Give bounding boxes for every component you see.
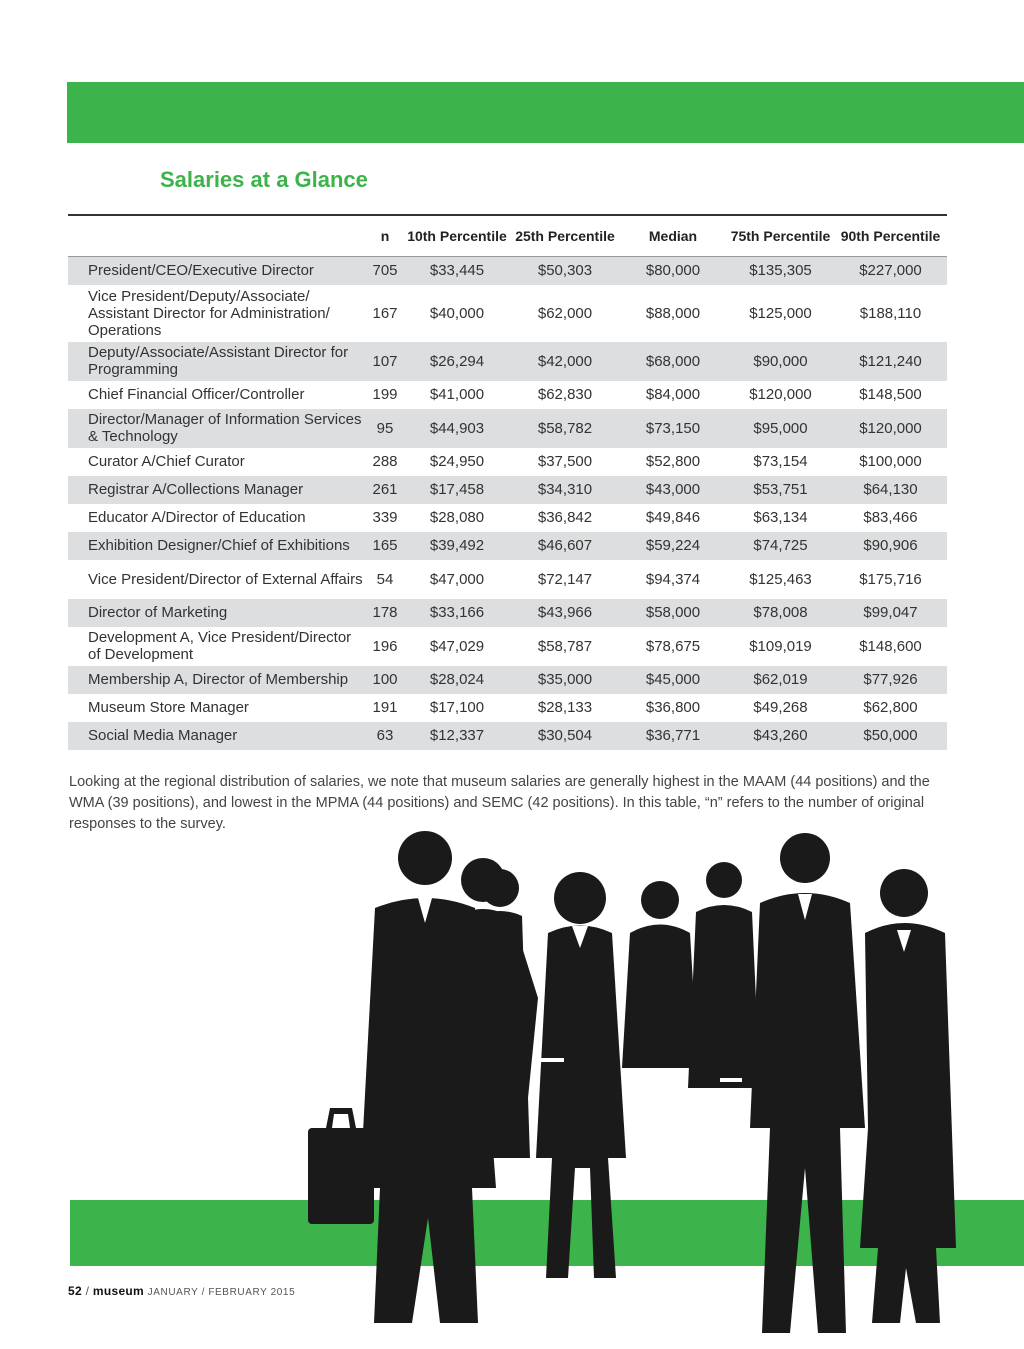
- cell-p10: $24,950: [429, 453, 485, 470]
- cell-n: 261: [372, 481, 398, 498]
- cell-role: President/CEO/Executive Director: [88, 262, 314, 280]
- cell-p75: $73,154: [753, 453, 808, 470]
- cell-median: $73,150: [645, 419, 701, 437]
- cell-p10: $12,337: [429, 727, 485, 744]
- cell-p90: $64,130: [863, 481, 918, 498]
- cell-p90: $50,000: [863, 727, 918, 744]
- cell-p75: $74,725: [753, 537, 808, 554]
- cell-median: $78,675: [645, 637, 701, 655]
- cell-median: $59,224: [645, 537, 701, 554]
- cell-p75: $95,000: [753, 419, 808, 437]
- table-row: [68, 560, 947, 599]
- cell-role: Membership A, Director of Membership: [88, 671, 349, 688]
- cell-role: Registrar A/Collections Manager: [88, 481, 304, 498]
- cell-n: 288: [372, 453, 398, 470]
- cell-p10: $28,080: [429, 509, 485, 526]
- issue-date: JANUARY / FEBRUARY 2015: [147, 1287, 296, 1298]
- cell-p75: $135,305: [749, 262, 812, 280]
- cell-p90: $100,000: [859, 453, 922, 470]
- cell-p10: $40,000: [429, 304, 485, 322]
- cell-p90: $175,716: [859, 570, 922, 588]
- cell-p90: $121,240: [859, 352, 922, 370]
- cell-p75: $43,260: [753, 727, 808, 744]
- cell-p90: $148,600: [859, 637, 922, 655]
- cell-p25: $72,147: [537, 570, 593, 588]
- cell-p75: $53,751: [753, 481, 808, 498]
- cell-p25: $58,787: [537, 637, 593, 655]
- cell-n: 107: [372, 352, 398, 370]
- cell-p25: $62,830: [537, 386, 593, 403]
- cell-p10: $26,294: [429, 352, 485, 370]
- cell-p10: $44,903: [429, 419, 485, 437]
- cell-p90: $227,000: [859, 262, 922, 280]
- cell-n: 95: [376, 419, 394, 437]
- cell-n: 63: [376, 727, 394, 744]
- cell-p10: $17,100: [429, 699, 485, 716]
- table-row: [68, 666, 947, 694]
- cell-role: Exhibition Designer/Chief of Exhibitions: [88, 537, 350, 554]
- cell-median: $45,000: [645, 671, 701, 688]
- cell-n: 100: [372, 671, 398, 688]
- cell-n: 178: [372, 604, 398, 621]
- header-p90: 90th Percentile: [840, 227, 941, 244]
- cell-p10: $41,000: [429, 386, 485, 403]
- table-row: [68, 627, 947, 666]
- header-p10: 10th Percentile: [407, 227, 507, 244]
- cell-role: Educator A/Director of Education: [88, 509, 306, 526]
- cell-p25: $50,303: [537, 262, 593, 280]
- page-footer: [68, 1284, 295, 1298]
- salary-table: [68, 214, 947, 750]
- table-row: [68, 504, 947, 532]
- cell-p25: $42,000: [537, 352, 593, 370]
- cell-p25: $34,310: [537, 481, 593, 498]
- page-number: 52: [68, 1284, 82, 1298]
- cell-p90: $188,110: [859, 304, 922, 322]
- cell-median: $84,000: [645, 386, 701, 403]
- cell-p10: $33,445: [429, 262, 485, 280]
- cell-p10: $17,458: [429, 481, 485, 498]
- table-row: [68, 532, 947, 560]
- cell-role: Museum Store Manager: [88, 699, 249, 716]
- cell-role: Curator A/Chief Curator: [88, 453, 245, 470]
- cell-n: 196: [372, 637, 398, 655]
- cell-role: Development A, Vice President/Director of Development: [88, 629, 352, 663]
- table-row: [68, 342, 947, 381]
- cell-p25: $36,842: [537, 509, 593, 526]
- cell-p90: $62,800: [863, 699, 918, 716]
- top-green-band: [67, 82, 1024, 143]
- cell-p90: $148,500: [859, 386, 922, 403]
- cell-role: Deputy/Associate/Assistant Director for Programming: [88, 344, 349, 378]
- cell-median: $36,771: [645, 727, 701, 744]
- cell-median: $94,374: [645, 570, 701, 588]
- cell-median: $88,000: [645, 304, 701, 322]
- cell-n: 199: [372, 386, 398, 403]
- header-n: n: [380, 227, 390, 244]
- cell-n: 191: [372, 699, 398, 716]
- cell-p75: $125,463: [749, 570, 812, 588]
- cell-n: 165: [372, 537, 398, 554]
- table-row: [68, 722, 947, 750]
- cell-p75: $125,000: [749, 304, 812, 322]
- cell-role: Vice President/Deputy/Associate/ Assistant Director for Administration/ Operations: [88, 287, 330, 339]
- cell-p25: $28,133: [537, 699, 593, 716]
- cell-p90: $83,466: [863, 509, 918, 526]
- cell-p75: $109,019: [749, 637, 812, 655]
- cell-p10: $33,166: [429, 604, 485, 621]
- cell-p10: $47,029: [429, 637, 485, 655]
- header-p75: 75th Percentile: [730, 227, 831, 244]
- header-median: Median: [648, 227, 698, 244]
- cell-median: $68,000: [645, 352, 701, 370]
- table-row: [68, 285, 947, 342]
- cell-role: Director/Manager of Information Services & Technology: [88, 411, 362, 445]
- header-p25: 25th Percentile: [515, 227, 615, 244]
- cell-p75: $90,000: [753, 352, 808, 370]
- cell-p25: $43,966: [537, 604, 593, 621]
- cell-p10: $39,492: [429, 537, 485, 554]
- cell-median: $43,000: [645, 481, 701, 498]
- table-row: [68, 257, 947, 285]
- cell-median: $80,000: [645, 262, 701, 280]
- cell-n: 705: [372, 262, 398, 280]
- table-header-row: [68, 215, 947, 257]
- cell-role: Vice President/Director of External Affairs: [88, 570, 363, 588]
- cell-p25: $62,000: [537, 304, 593, 322]
- cell-median: $58,000: [645, 604, 701, 621]
- cell-p90: $90,906: [863, 537, 918, 554]
- cell-n: 339: [372, 509, 398, 526]
- cell-p75: $78,008: [753, 604, 808, 621]
- header-role: [68, 215, 367, 257]
- cell-p10: $28,024: [429, 671, 485, 688]
- table-row: [68, 599, 947, 627]
- cell-p25: $58,782: [537, 419, 593, 437]
- cell-p90: $120,000: [859, 419, 922, 437]
- cell-p25: $37,500: [537, 453, 593, 470]
- cell-p25: $46,607: [537, 537, 593, 554]
- cell-p75: $49,268: [753, 699, 808, 716]
- page-title: Salaries at a Glance: [160, 167, 368, 192]
- cell-p25: $30,504: [537, 727, 593, 744]
- cell-role: Social Media Manager: [88, 727, 238, 744]
- body-paragraph: Looking at the regional distribution of salaries, we note that museum salaries are generally highest in the MAAM (44 positions) and the WMA (39 positions), and lowest in the MPMA (44 positions) and SEMC (42 positions). In this table, “n” refers to the number of original responses to the survey.: [69, 774, 930, 832]
- magazine-name: museum: [92, 1284, 145, 1298]
- table-row: [68, 448, 947, 476]
- table-body: [68, 257, 947, 750]
- business-people-silhouette-icon: [300, 828, 970, 1340]
- cell-p75: $120,000: [749, 386, 812, 403]
- cell-p25: $35,000: [537, 671, 593, 688]
- cell-role: Director of Marketing: [88, 604, 228, 621]
- table-row: [68, 476, 947, 504]
- table-row: [68, 694, 947, 722]
- cell-p75: $63,134: [753, 509, 808, 526]
- cell-p75: $62,019: [753, 671, 808, 688]
- cell-p90: $99,047: [863, 604, 918, 621]
- cell-p10: $47,000: [429, 570, 485, 588]
- cell-median: $36,800: [645, 699, 701, 716]
- cell-role: Chief Financial Officer/Controller: [88, 386, 305, 403]
- table-row: [68, 381, 947, 409]
- table-row: [68, 409, 947, 448]
- cell-median: $52,800: [645, 453, 701, 470]
- footer-separator: /: [85, 1284, 90, 1298]
- cell-n: 54: [376, 570, 394, 588]
- cell-p90: $77,926: [863, 671, 918, 688]
- cell-n: 167: [372, 304, 398, 322]
- cell-median: $49,846: [645, 509, 701, 526]
